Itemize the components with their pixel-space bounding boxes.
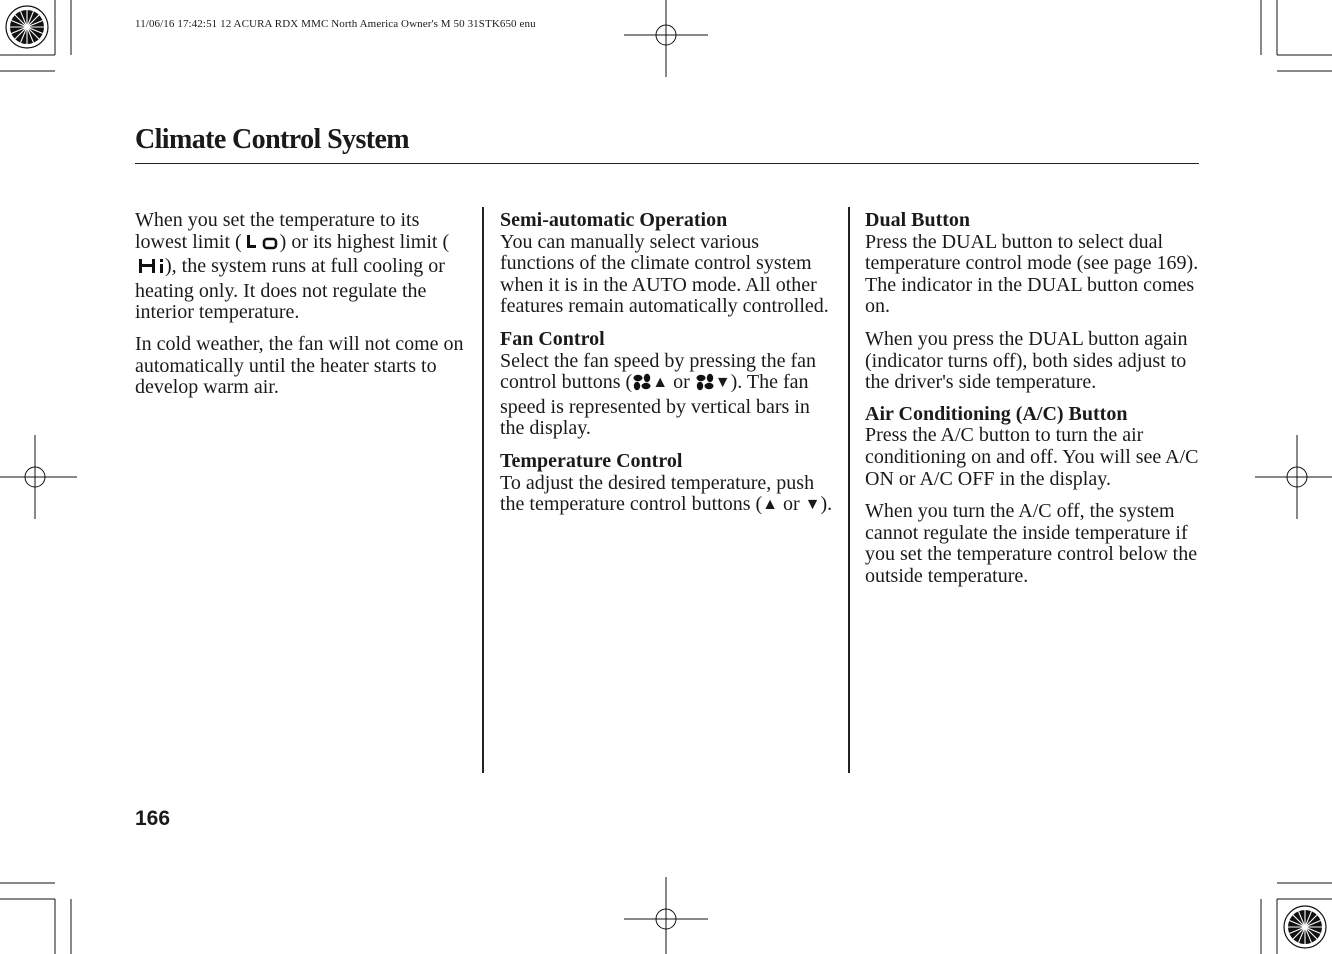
registration-mark-icon	[1255, 435, 1332, 519]
section-text: You can manually select various functions of the climate control system when it is in the AUTO mode. All other features remain automatically controlled.	[500, 230, 829, 318]
section-heading: Fan Control	[500, 327, 605, 350]
registration-mark-icon	[0, 435, 77, 519]
paragraph: When you turn the A/C off, the system cannot regulate the inside temperature if you set the temperature control below the outside temperature.	[865, 500, 1198, 587]
text-span: ), the system runs at full cooling or heating only. It does not regulate the interior temperature.	[135, 255, 445, 324]
page-number: 166	[135, 807, 171, 830]
section-heading: Temperature Control	[500, 449, 683, 472]
paragraph: In cold weather, the fan will not come on automatically until the heater starts to develop warm air.	[135, 332, 464, 399]
up-triangle-icon: ▲	[762, 496, 778, 514]
paragraph: When you press the DUAL button again (indicator turns off), both sides adjust to the driver's side temperature.	[865, 327, 1188, 394]
text-span: ).	[820, 493, 833, 516]
crop-mark-icon	[1261, 0, 1332, 71]
down-triangle-icon: ▼	[714, 374, 731, 392]
text-span: or	[782, 493, 800, 516]
crop-mark-icon	[0, 883, 71, 954]
down-triangle-icon: ▼	[804, 496, 821, 514]
text-span: or	[673, 371, 690, 394]
section-text: Press the DUAL button to select dual temperature control mode (see page 169). The indicator in the DUAL button comes on.	[865, 230, 1199, 318]
registration-mark-icon	[1284, 906, 1326, 948]
registration-mark-icon	[624, 0, 708, 77]
section-text: Press the A/C button to turn the air conditioning on and off. You will see A/C ON or A/C OFF in the display.	[865, 424, 1199, 490]
registration-mark-icon	[6, 6, 48, 48]
page-title: Climate Control System	[135, 124, 410, 155]
up-triangle-icon: ▲	[652, 374, 669, 392]
text-span: To adjust the desired temperature, push the temperature control buttons (	[500, 471, 815, 516]
text-span: Select the fan speed by pressing the fan control buttons (	[500, 349, 817, 394]
text-span: ). The fan speed is represented by vertical bars in the display.	[500, 371, 810, 440]
registration-mark-icon	[624, 877, 708, 954]
section-heading: Air Conditioning (A/C) Button	[865, 402, 1128, 425]
text-span: ) or its highest limit (	[279, 230, 450, 253]
section-heading: Semi-automatic Operation	[500, 209, 728, 231]
section-heading: Dual Button	[865, 209, 971, 231]
print-header: 11/06/16 17:42:51 12 ACURA RDX MMC North America Owner's M 50 31STK650 enu	[135, 18, 536, 30]
text-span: When you set the temperature to its lowest limit (	[135, 209, 420, 253]
